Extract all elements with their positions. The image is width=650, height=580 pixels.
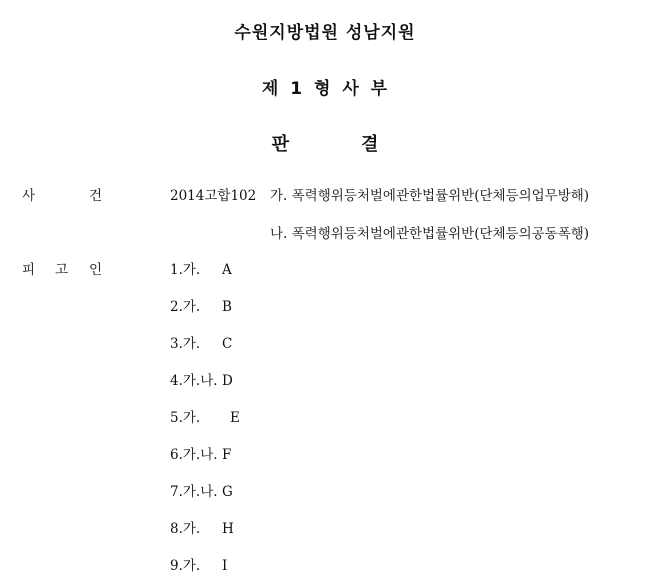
defendant-name: A [222, 262, 232, 278]
defendant-label-char-3: 인 [89, 262, 103, 278]
case-label-char-1: 사 [22, 188, 36, 204]
defendant-row [170, 484, 233, 500]
defendant-label-char-2: 고 [55, 262, 69, 278]
defendant-mark: 8.가. [170, 521, 201, 537]
defendant-name: G [222, 484, 233, 500]
case-number: 2014고합102 [170, 188, 257, 204]
defendant-mark: 5.가. [170, 410, 201, 426]
judgment-title [0, 130, 650, 156]
defendant-row [170, 410, 240, 426]
charge-item-1: 가. 폭력행위등처벌에관한법률위반(단체등의업무방해) [270, 188, 590, 204]
defendant-row [170, 558, 227, 574]
defendant-row [170, 336, 232, 352]
defendant-name: E [230, 410, 240, 426]
defendant-mark: 6.가.나. [170, 447, 218, 463]
defendant-row [170, 521, 234, 537]
division-name: 제 1 형 사 부 [261, 79, 389, 99]
case-label-char-2: 건 [89, 188, 103, 204]
defendant-mark: 3.가. [170, 336, 201, 352]
defendant-mark: 2.가. [170, 299, 201, 315]
defendant-name: D [222, 373, 233, 389]
defendant-mark: 7.가.나. [170, 484, 218, 500]
charge-item-2: 나. 폭력행위등처벌에관한법률위반(단체등의공동폭행) [270, 226, 590, 242]
defendant-row [170, 262, 232, 278]
defendant-row [170, 299, 232, 315]
defendant-name: B [222, 299, 232, 315]
defendant-name: C [222, 336, 233, 352]
defendant-name: F [222, 447, 232, 463]
defendant-name: I [222, 558, 228, 574]
judgment-title-char-1: 판 [271, 134, 289, 155]
defendant-mark: 4.가.나. [170, 373, 218, 389]
defendant-mark: 1.가. [170, 262, 201, 278]
defendant-label-char-1: 피 [22, 262, 36, 278]
defendant-mark: 9.가. [170, 558, 201, 574]
defendant-name: H [222, 521, 234, 537]
court-name: 수원지방법원 성남지원 [234, 23, 416, 43]
defendant-row [170, 447, 231, 463]
judgment-title-char-2: 결 [361, 134, 379, 155]
defendant-row [170, 373, 233, 389]
